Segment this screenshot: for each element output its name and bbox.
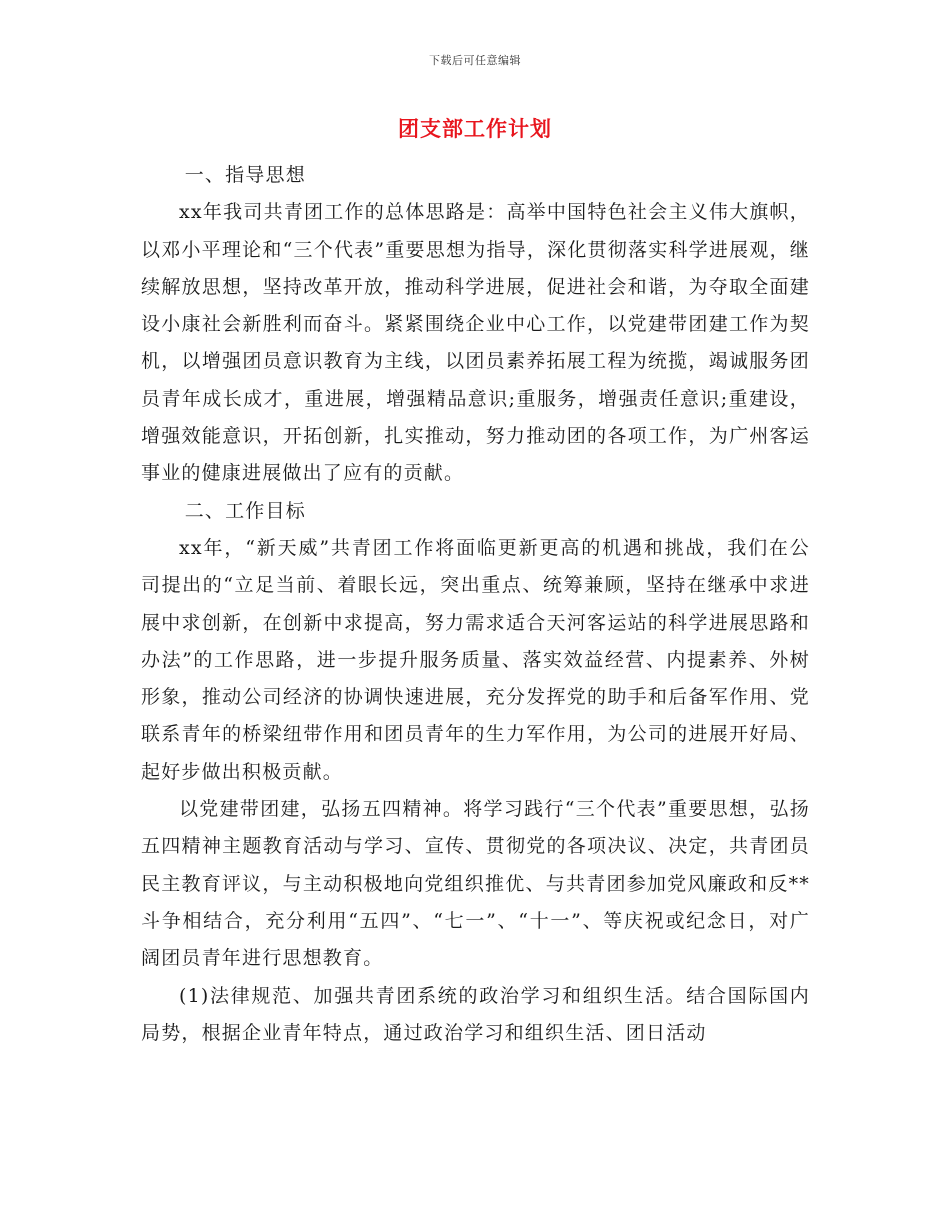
section-heading-work-goals: 二、工作目标 [184,499,306,522]
document-title: 团支部工作计划 [398,117,552,141]
header-note: 下载后可任意编辑 [429,54,521,67]
paragraph-party-building: 以党建带团建，弘扬五四精神。将学习践行“三个代表”重要思想，弘扬五四精神主题教育活动与学习、宣传、贯彻党的各项决议、决定，共青团员民主教育评议，与主动积极地向党组织推优、与共青团参加党风廉政和反**斗争相结合，充分利用“五四”、“七一”、“十一”、等庆祝或纪念日，对广阔团员青年进行思想教育。 [141,798,810,970]
document-body [141,157,810,1052]
paragraph-political-study: (1)法律规范、加强共青团系统的政治学习和组织生活。结合国际国内局势，根据企业青年特点，通过政治学习和组织生活、团日活动 [141,984,810,1044]
paragraph-work-goals: xx年，“新天威”共青团工作将面临更新更高的机遇和挑战，我们在公司提出的“立足当前、着眼长远，突出重点、统筹兼顾，坚持在继承中求进展中求创新，在创新中求提高，努力需求适合天河客运站的科学进展思路和办法”的工作思路，进一步提升服务质量、落实效益经营、内提素养、外树形象，推动公司经济的协调快速进展，充分发挥党的助手和后备军作用、党联系青年的桥梁纽带作用和团员青年的生力军作用，为公司的进展开好局、起好步做出积极贡献。 [141,536,810,783]
paragraph-guiding-thought: xx年我司共青团工作的总体思路是：高举中国特色社会主义伟大旗帜，以邓小平理论和“三个代表”重要思想为指导，深化贯彻落实科学进展观，继续解放思想，坚持改革开放，推动科学进展，促进社会和谐，为夺取全面建设小康社会新胜利而奋斗。紧紧围绕企业中心工作，以党建带团建工作为契机，以增强团员意识教育为主线，以团员素养拓展工程为统揽，竭诚服务团员青年成长成才，重进展，增强精品意识;重服务，增强责任意识;重建设，增强效能意识，开拓创新，扎实推动，努力推动团的各项工作，为广州客运事业的健康进展做出了应有的贡献。 [141,201,810,485]
section-heading-guiding-thought: 一、指导思想 [184,164,306,186]
